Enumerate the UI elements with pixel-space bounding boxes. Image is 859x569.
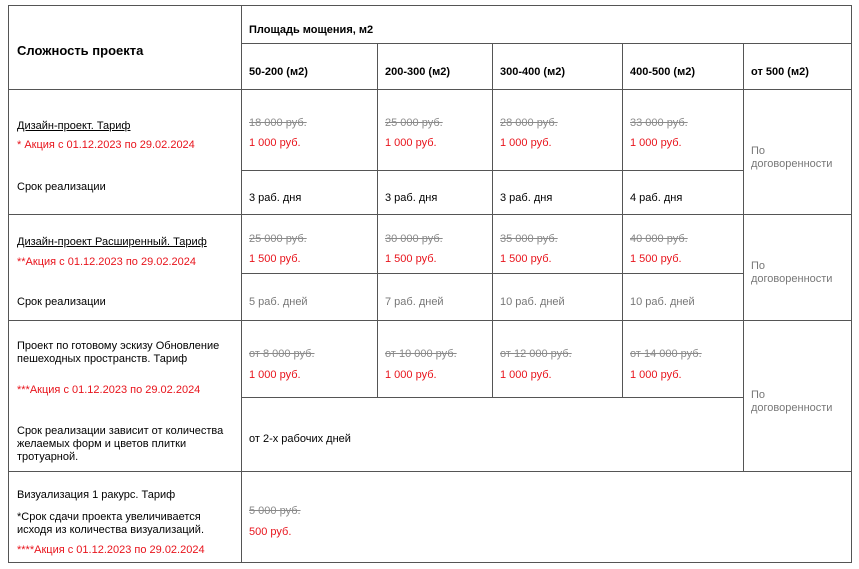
table-border [8, 471, 852, 472]
table-border [851, 5, 852, 563]
area-range-header: 300-400 (м2) [500, 66, 566, 78]
old-price: 40 000 руб. [630, 233, 688, 245]
negotiable-price: По договоренности [751, 145, 833, 170]
term-value: 3 раб. дня [249, 192, 302, 204]
term-value: от 2-х рабочих дней [249, 433, 351, 445]
old-price: 30 000 руб. [385, 233, 443, 245]
complexity-header: Сложность проекта [17, 43, 144, 58]
promo-price: 1 000 руб. [630, 137, 682, 149]
table-border [8, 320, 852, 321]
area-range-header: 400-500 (м2) [630, 66, 696, 78]
old-price: 33 000 руб. [630, 117, 688, 129]
term-value: 3 раб. дня [385, 192, 438, 204]
promo-note: ***Акция с 01.12.2023 по 29.02.2024 [17, 384, 201, 396]
promo-note: * Акция с 01.12.2023 по 29.02.2024 [17, 139, 195, 151]
table-border [8, 562, 852, 563]
table-border [241, 5, 242, 563]
promo-price: 1 000 руб. [500, 369, 552, 381]
table-border [8, 89, 852, 90]
old-price: от 14 000 руб. [630, 348, 702, 360]
table-border [8, 5, 9, 563]
promo-price: 1 500 руб. [249, 253, 301, 265]
tariff-title: Дизайн-проект Расширенный. Тариф [17, 236, 207, 248]
term-value: 4 раб. дня [630, 192, 683, 204]
term-value: 10 раб. дней [630, 296, 695, 308]
promo-price: 1 000 руб. [249, 369, 301, 381]
promo-price: 1 000 руб. [630, 369, 682, 381]
term-label: Срок реализации [17, 296, 106, 308]
table-border [241, 43, 852, 44]
term-value: 7 раб. дней [385, 296, 444, 308]
tariff-title: Визуализация 1 ракурс. Тариф [17, 489, 176, 501]
promo-price: 1 500 руб. [385, 253, 437, 265]
promo-note: **Акция с 01.12.2023 по 29.02.2024 [17, 256, 197, 268]
old-price: от 12 000 руб. [500, 348, 572, 360]
tariff-title: Проект по готовому эскизу Обновление пешеходных пространств. Тариф [17, 340, 220, 365]
term-label: Срок реализации [17, 181, 106, 193]
term-value: 3 раб. дня [500, 192, 553, 204]
promo-price: 1 000 руб. [385, 369, 437, 381]
table-border [8, 214, 852, 215]
old-price: 25 000 руб. [249, 233, 307, 245]
pricing-table [8, 5, 852, 563]
promo-note: ****Акция с 01.12.2023 по 29.02.2024 [17, 544, 205, 556]
table-border [377, 43, 378, 398]
area-range-header: от 500 (м2) [751, 66, 809, 78]
term-label: Срок реализации зависит от количества желаемых форм и цветов плитки тротуарной. [17, 425, 224, 463]
negotiable-price: По договоренности [751, 389, 833, 414]
table-border [492, 43, 493, 398]
old-price: 35 000 руб. [500, 233, 558, 245]
area-range-header: 200-300 (м2) [385, 66, 451, 78]
table-border [8, 5, 852, 6]
term-value: 5 раб. дней [249, 296, 308, 308]
table-border [743, 43, 744, 472]
table-border [622, 43, 623, 398]
old-price: 18 000 руб. [249, 117, 307, 129]
promo-price: 1 000 руб. [249, 137, 301, 149]
old-price: 25 000 руб. [385, 117, 443, 129]
negotiable-price: По договоренности [751, 260, 833, 285]
promo-price: 1 500 руб. [500, 253, 552, 265]
term-value: 10 раб. дней [500, 296, 565, 308]
area-header: Площадь мощения, м2 [249, 24, 374, 36]
area-range-header: 50-200 (м2) [249, 66, 308, 78]
old-price: от 8 000 руб. [249, 348, 315, 360]
promo-price: 1 500 руб. [630, 253, 682, 265]
old-price: от 10 000 руб. [385, 348, 457, 360]
old-price: 5 000 руб. [249, 505, 301, 517]
promo-price: 1 000 руб. [385, 137, 437, 149]
tariff-title: Дизайн-проект. Тариф [17, 120, 131, 132]
promo-price: 500 руб. [249, 526, 292, 538]
old-price: 28 000 руб. [500, 117, 558, 129]
promo-price: 1 000 руб. [500, 137, 552, 149]
term-note: *Срок сдачи проекта увеличивается исходя из количества визуализаций. [17, 511, 204, 536]
